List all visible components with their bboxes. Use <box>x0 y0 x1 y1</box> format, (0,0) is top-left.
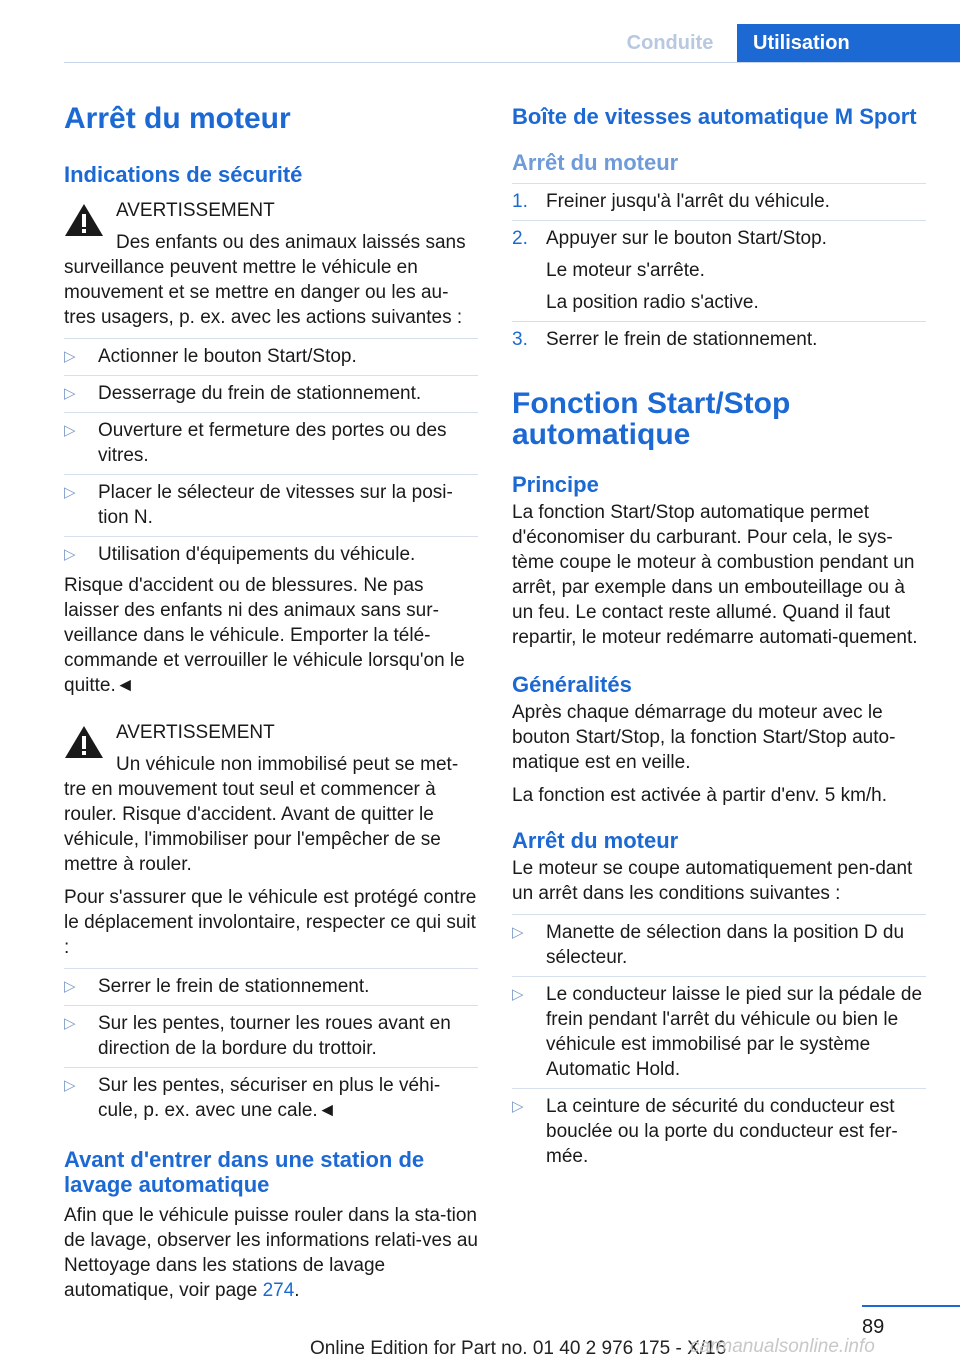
header-rule <box>64 62 960 63</box>
page-link[interactable]: 274 <box>262 1280 295 1301</box>
conditions-list <box>512 914 926 1169</box>
triangle-bullet-icon: ▷ <box>64 385 76 402</box>
list-item: ▷ Serrer le frein de stationnement. <box>64 968 478 999</box>
stop-heading: Arrêt du moteur <box>512 150 679 175</box>
list-item: ▷ Manette de sélection dans la position D du sélecteur. <box>512 914 926 970</box>
triangle-bullet-icon: ▷ <box>64 484 76 501</box>
warning-block-1 <box>64 198 478 330</box>
list-item: 3. Serrer le frein de stationnement. <box>512 321 926 352</box>
header-tab-conduite[interactable]: Conduite <box>626 32 714 54</box>
msport-heading: Boîte de vitesses automatique M Sport <box>512 104 917 129</box>
left-column <box>64 96 478 1303</box>
warning-triangle-icon <box>64 202 104 238</box>
auto-stop-heading: Arrêt du moteur <box>512 828 679 853</box>
list-item: ▷ Sur les pentes, sécuriser en plus le véhi-cule, p. ex. avec une cale.◄ <box>64 1067 478 1123</box>
list-item: ▷ La ceinture de sécurité du conducteur est bouclée ou la porte du conducteur est fer-mée. <box>512 1088 926 1169</box>
watermark: carmanualsonline.info <box>690 1336 875 1357</box>
page-number: 89 <box>862 1316 885 1338</box>
step-sub: Le moteur s'arrête. <box>546 260 705 281</box>
function-heading: Fonction Start/Stop automatique <box>512 387 791 451</box>
list-item: ▷ Ouverture et fermeture des portes ou des vitres. <box>64 412 478 468</box>
list-item: ▷ Utilisation d'équipements du véhicule. <box>64 536 478 567</box>
list-item: ▷ Desserrage du frein de stationnement. <box>64 375 478 406</box>
list-item: 1. Freiner jusqu'à l'arrêt du véhicule. <box>512 183 926 214</box>
triangle-bullet-icon: ▷ <box>512 924 524 941</box>
steps-list <box>512 183 926 352</box>
principle-paragraph: La fonction Start/Stop automatique permet d'économiser du carburant. Pour cela, le sys-tème coupe le moteur à combustion pendant un arrêt, par exemple dans un embouteillage ou à un feu. Le contact reste allumé. Quand il faut repartir, le moteur redémarre automati-quement. <box>512 502 918 648</box>
section-title: Arrêt du moteur <box>64 102 291 135</box>
triangle-bullet-icon: ▷ <box>512 986 524 1003</box>
list-item: ▷ Le conducteur laisse le pied sur la pédale de frein pendant l'arrêt du véhicule ou bien le véhicule est immobilisé par le système Automatic Hold. <box>512 976 926 1082</box>
warning-body: Un véhicule non immobilisé peut se met-tre en mouvement tout seul et commencer à rouler. Risque d'accident. Avant de quitter le véhicule, l'immobiliser pour l'empêcher de se mettre à rouler. <box>64 754 459 875</box>
list-item: ▷ Actionner le bouton Start/Stop. <box>64 338 478 369</box>
safety-heading: Indications de sécurité <box>64 162 303 187</box>
secure-paragraph: Pour s'assurer que le véhicule est protégé contre le déplacement involontaire, respecter ce qui suit : <box>64 887 477 958</box>
right-column <box>512 96 926 1169</box>
secure-list <box>64 968 478 1123</box>
warning-block-2 <box>64 720 478 877</box>
carwash-paragraph: Afin que le véhicule puisse rouler dans la sta-tion de lavage, observer les informations relati-ves au Nettoyage dans les stations de lavage automatique, voir page 274. <box>64 1205 478 1301</box>
warning-body: Des enfants ou des animaux laissés sans surveillance peuvent mettre le véhicule en mouvement et se mettre en danger ou les au-tres usagers, p. ex. avec les actions suivantes : <box>64 232 466 328</box>
warning-title: AVERTISSEMENT <box>116 200 275 221</box>
list-item: 2. Appuyer sur le bouton Start/Stop. Le moteur s'arrête. La position radio s'active. <box>512 220 926 315</box>
principle-heading: Principe <box>512 472 599 497</box>
carwash-heading: Avant d'entrer dans une station de lavage automatique <box>64 1147 425 1197</box>
triangle-bullet-icon: ▷ <box>64 546 76 563</box>
header-tab-utilisation[interactable]: Utilisation <box>737 24 960 62</box>
edition-text: Online Edition for Part no. 01 40 2 976 175 - X/16 <box>310 1338 727 1359</box>
general-paragraph-1: Après chaque démarrage du moteur avec le bouton Start/Stop, la fonction Start/Stop auto-matique est en veille. <box>512 702 896 773</box>
step-sub: La position radio s'active. <box>546 292 759 313</box>
warning-list <box>64 338 478 567</box>
warning-triangle-icon <box>64 724 104 760</box>
list-item: ▷ Placer le sélecteur de vitesses sur la posi-tion N. <box>64 474 478 530</box>
triangle-bullet-icon: ▷ <box>512 1098 524 1115</box>
warning-consequence: Risque d'accident ou de blessures. Ne pas laisser des enfants ni des animaux sans sur-veillance dans le véhicule. Emporter la télé-commande et verrouiller le véhicule lorsqu'on le quitte.◄ <box>64 575 465 696</box>
auto-stop-paragraph: Le moteur se coupe automatiquement pen-dant un arrêt dans les conditions suivantes : <box>512 858 913 904</box>
triangle-bullet-icon: ▷ <box>64 978 76 995</box>
footer-rule <box>862 1305 960 1307</box>
triangle-bullet-icon: ▷ <box>64 422 76 439</box>
triangle-bullet-icon: ▷ <box>64 1015 76 1032</box>
triangle-bullet-icon: ▷ <box>64 1077 76 1094</box>
triangle-bullet-icon: ▷ <box>64 348 76 365</box>
general-paragraph-2: La fonction est activée à partir d'env. 5 km/h. <box>512 785 888 806</box>
list-item: ▷ Sur les pentes, tourner les roues avant en direction de la bordure du trottoir. <box>64 1005 478 1061</box>
general-heading: Généralités <box>512 672 632 697</box>
warning-title: AVERTISSEMENT <box>116 722 275 743</box>
